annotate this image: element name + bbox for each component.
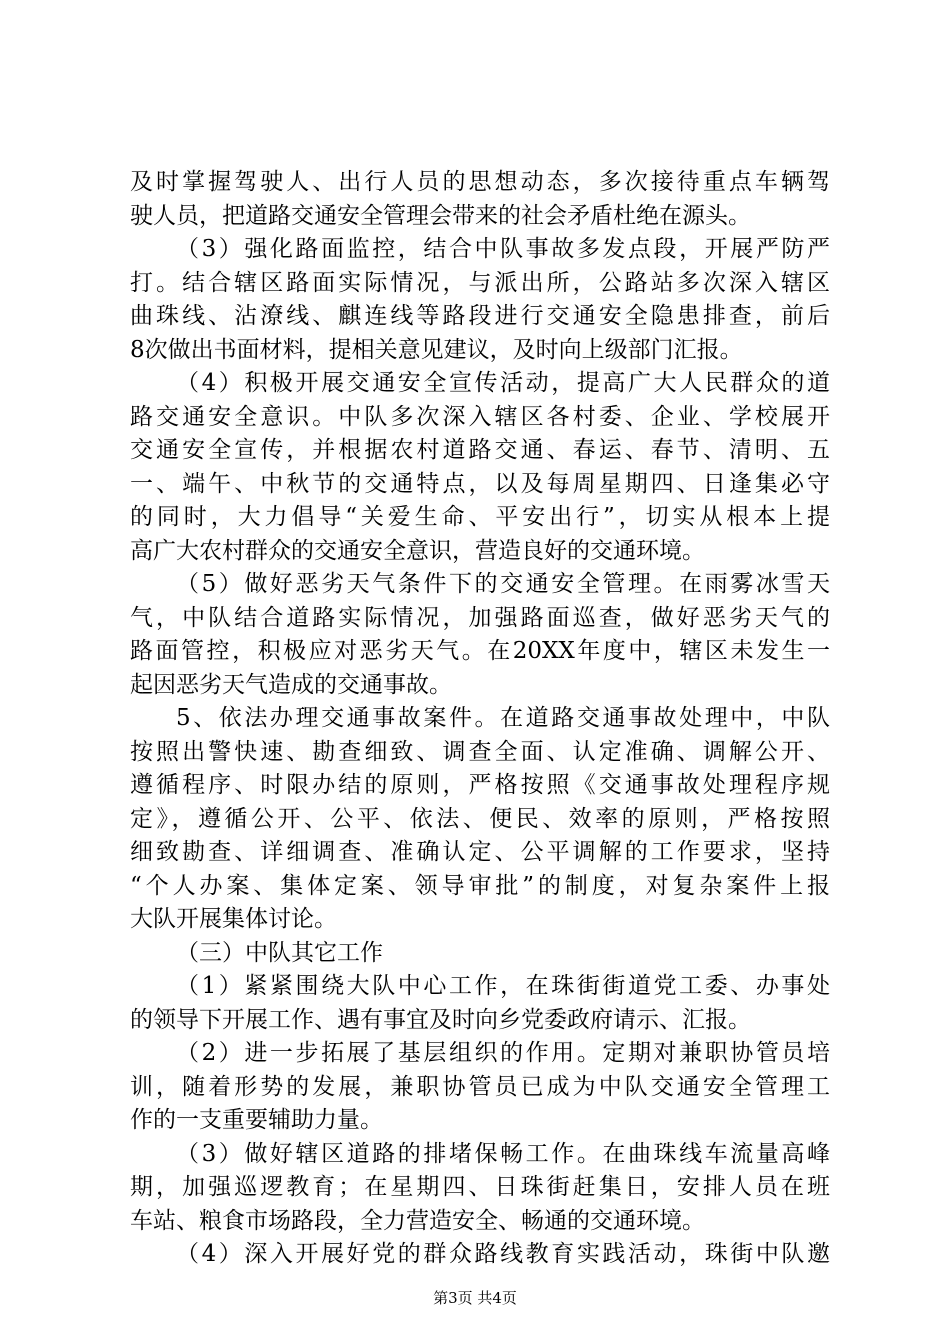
text-line: 的同时，大力倡导“关爱生命、平安出行”，切实从根本上提 [130, 504, 830, 530]
text-line: “个人办案、集体定案、领导审批”的制度，对复杂案件上报 [130, 872, 830, 899]
text-line: 5、依法办理交通事故案件。在道路交通事故处理中，中队 [176, 705, 830, 731]
text-line: 高广大农村群众的交通安全意识，营造良好的交通环境。 [130, 537, 705, 564]
text-line: 定》，遵循公开、公平、依法、便民、效率的原则，严格按照 [130, 805, 830, 832]
text-line: 8次做出书面材料，提相关意见建议，及时向上级部门汇报。 [130, 336, 743, 363]
text-line: （4）积极开展交通安全宣传活动，提高广大人民群众的道 [176, 370, 830, 396]
text-line: （1）紧紧围绕大队中心工作，在珠街街道党工委、办事处 [176, 973, 830, 999]
text-line: （4）深入开展好党的群众路线教育实践活动，珠街中队邀 [176, 1241, 830, 1267]
text-line: 细致勘查、详细调查、准确认定、公平调解的工作要求，坚持 [130, 839, 830, 865]
text-line: （2）进一步拓展了基层组织的作用。定期对兼职协管员培 [176, 1040, 830, 1066]
text-line: 大队开展集体讨论。 [130, 906, 337, 932]
text-line: 一、端午、中秋节的交通特点，以及每周星期四、日逢集必守 [130, 470, 830, 497]
text-line: 及时掌握驾驶人、出行人员的思想动态，多次接待重点车辆驾 [130, 169, 830, 195]
text-line: 打。结合辖区路面实际情况，与派出所，公路站多次深入辖区 [130, 269, 830, 296]
text-line: （3）做好辖区道路的排堵保畅工作。在曲珠线车流量高峰 [176, 1140, 830, 1167]
text-line: （三）中队其它工作 [176, 939, 383, 966]
text-line: 的领导下开展工作、遇有事宜及时向乡党委政府请示、汇报。 [130, 1006, 751, 1033]
text-line: （5）做好恶劣天气条件下的交通安全管理。在雨雾冰雪天 [176, 571, 830, 597]
text-line: 交通安全宣传，并根据农村道路交通、春运、春节、清明、五 [130, 437, 830, 463]
text-line: 车站、粮食市场路段，全力营造安全、畅通的交通环境。 [130, 1207, 705, 1234]
text-line: 驶人员，把道路交通安全管理会带来的社会矛盾杜绝在源头。 [130, 202, 751, 229]
text-line: （3）强化路面监控，结合中队事故多发点段，开展严防严 [176, 236, 830, 262]
text-line: 气，中队结合道路实际情况，加强路面巡查，做好恶劣天气的 [130, 604, 830, 631]
text-line: 期，加强巡逻教育；在星期四、日珠街赶集日，安排人员在班 [130, 1174, 830, 1200]
text-line: 路交通安全意识。中队多次深入辖区各村委、企业、学校展开 [130, 403, 830, 430]
text-line: 训，随着形势的发展，兼职协管员已成为中队交通安全管理工 [130, 1073, 830, 1100]
text-line: 遵循程序、时限办结的原则，严格按照《交通事故处理程序规 [130, 772, 830, 798]
text-line: 曲珠线、沾潦线、麒连线等路段进行交通安全隐患排查，前后 [130, 303, 830, 329]
text-line: 按照出警快速、勘查细致、调查全面、认定准确、调解公开、 [130, 738, 830, 765]
page-footer: 第3页 共4页 [433, 1289, 517, 1307]
text-line: 起因恶劣天气造成的交通事故。 [130, 671, 452, 698]
text-line: 作的一支重要辅助力量。 [130, 1107, 383, 1133]
body-text [130, 166, 830, 1272]
text-line: 路面管控，积极应对恶劣天气。在20XX年度中，辖区未发生一 [130, 638, 830, 664]
